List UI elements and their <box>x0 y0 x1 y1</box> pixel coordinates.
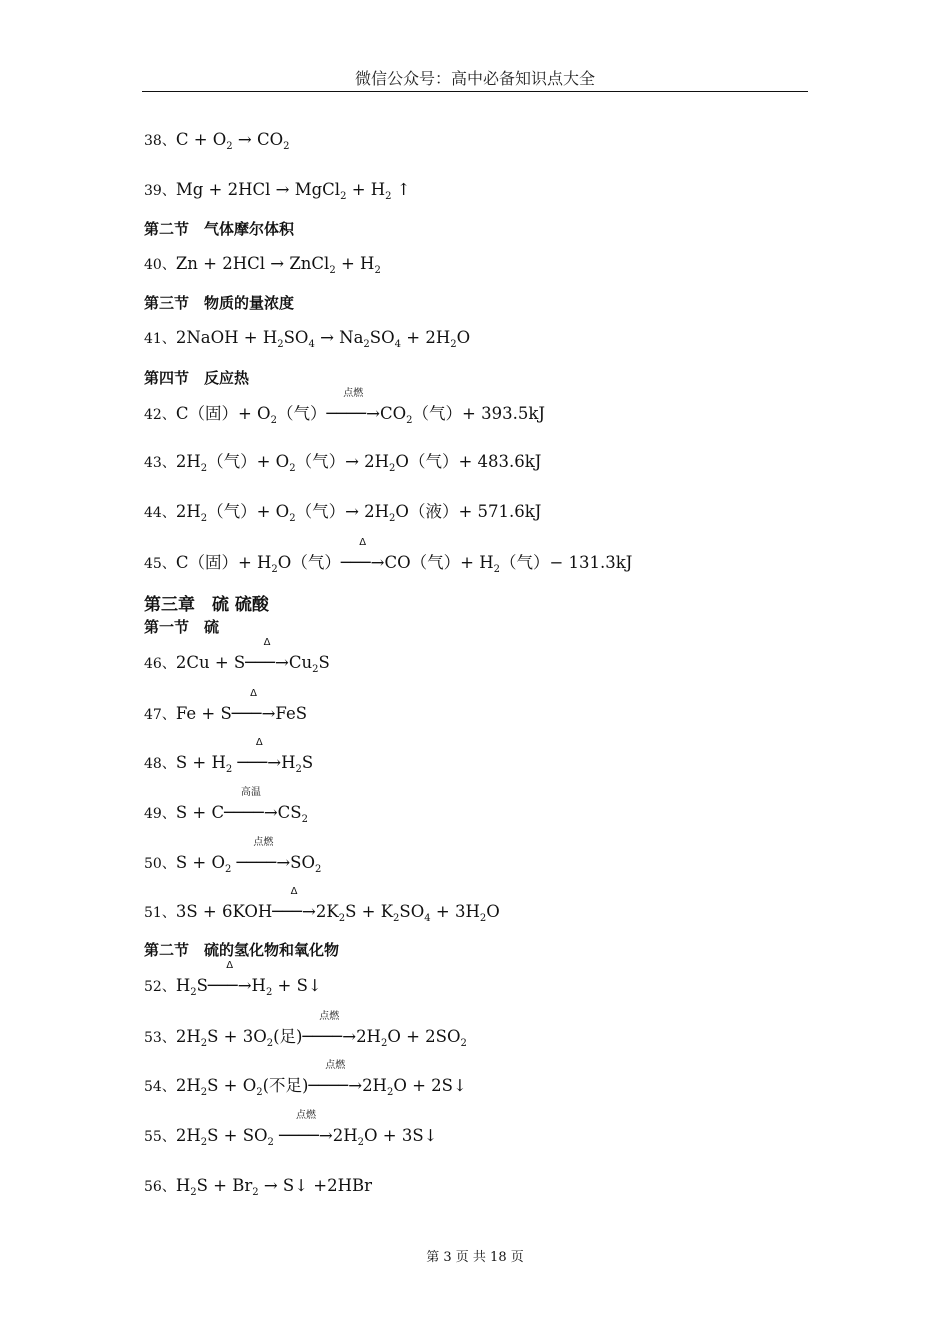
equation-44: 44、$2H_2$（气）+ $O_2$（气）→ $2H_2O$（液）+ 571.6kJ <box>144 502 542 524</box>
page-header: 微信公众号：高中必备知识点大全 <box>354 69 595 88</box>
reaction-arrow: 点燃 ────→ <box>308 1060 363 1095</box>
section-heading-gas-molar-volume: 第二节 气体摩尔体积 <box>144 220 295 238</box>
equation-50: 50、$S + O_2$ 点燃 $────\to SO_2$ <box>144 837 322 875</box>
equation-39: 39、Mg + 2HCl → MgCl$_2$ + $H_2$ ↑ <box>144 180 411 202</box>
equation-54: 54、$2H_2S + O_2$(不足) 点燃 $────\to 2H_2O$ + 2S↓ <box>144 1060 467 1098</box>
equation-47: 47、Fe + S Δ ───→FeS <box>144 688 308 723</box>
reaction-arrow: 点燃 ────→ <box>279 1110 333 1145</box>
equation-55: 55、$2H_2S + SO_2$ 点燃 $────\to 2H_2O$ + 3S↓ <box>144 1110 438 1148</box>
equation-46: 46、2Cu + S Δ $───\to Cu_2S$ <box>144 637 330 675</box>
equation-42: 42、C（固）+ $O_2$（气） 点燃 $────\to CO_2$（气）+ 393.5kJ <box>144 388 545 426</box>
section-heading-reaction-heat: 第四节 反应热 <box>144 369 250 387</box>
reaction-arrow: Δ ───→ <box>245 637 289 672</box>
reaction-arrow: Δ ───→ <box>237 737 282 772</box>
reaction-arrow: Δ ───→ <box>272 886 316 921</box>
section-heading-hydrides-oxides: 第二节 硫的氢化物和氧化物 <box>144 941 340 959</box>
reaction-arrow: Δ ───→ <box>340 537 385 572</box>
equation-38: 38、$C + O_2 \to CO_2$ <box>144 130 290 152</box>
section-heading-molar-concentration: 第三节 物质的量浓度 <box>144 294 295 312</box>
reaction-arrow: 点燃 ────→ <box>302 1011 357 1046</box>
equation-41: 41、2NaOH + $H_2SO_4 \to Na_2SO_4 + 2H_2O$ <box>144 328 471 350</box>
equation-43: 43、$2H_2$（气）+ $O_2$（气）→ $2H_2O$（气）+ 483.6kJ <box>144 452 542 474</box>
reaction-arrow: Δ ───→ <box>207 960 252 995</box>
reaction-arrow: Δ ───→ <box>231 688 276 723</box>
equation-49: 49、S + C 高温 $────\to CS_2$ <box>144 787 308 825</box>
page-footer: 第 3 页 共 18 页 <box>426 1250 524 1265</box>
section-heading-sulfur: 第一节 硫 <box>144 618 220 636</box>
header-rule <box>142 91 808 92</box>
reaction-arrow: 高温 ────→ <box>224 787 278 822</box>
equation-53: 53、$2H_2S + 3O_2$(足) 点燃 $────\to 2H_2O + 2SO_2$ <box>144 1011 467 1049</box>
equation-52: 52、$H_2S$ Δ $───\to H_2$ + S↓ <box>144 960 322 998</box>
equation-56: 56、$H_2S + Br_2$ → S↓ +2HBr <box>144 1176 373 1198</box>
equation-40: 40、Zn + 2HCl → ZnCl$_2$ + $H_2$ <box>144 254 381 276</box>
reaction-arrow: 点燃 ────→ <box>326 388 380 423</box>
equation-51: 51、3S + 6KOH Δ $───\to 2K_2S + K_2SO_4 + 3H_2O$ <box>144 886 500 924</box>
equation-45: 45、C（固）+ $H_2O$（气） Δ ───→CO（气）+ $H_2$（气）− 131.3kJ <box>144 537 633 575</box>
equation-48: 48、$S + H_2$ Δ $───\to H_2S$ <box>144 737 314 775</box>
chapter-heading-sulfur: 第三章 硫 硫酸 <box>144 595 269 615</box>
reaction-arrow: 点燃 ────→ <box>236 837 291 872</box>
